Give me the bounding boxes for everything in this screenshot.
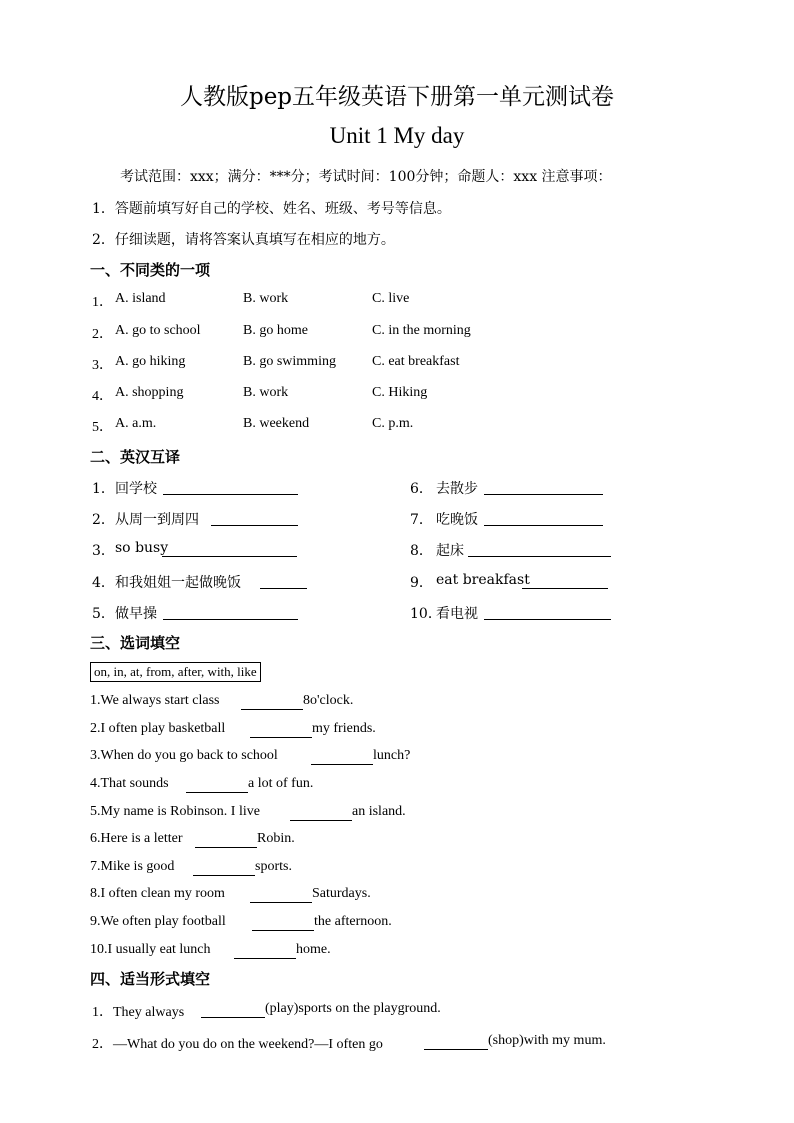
question-number: 8． (410, 543, 433, 559)
answer-blank[interactable] (484, 511, 603, 526)
translate-prompt: 吃晚饭 (436, 512, 478, 528)
translate-prompt: 看电视 (436, 606, 478, 622)
question-number: 2． (92, 327, 113, 342)
sentence-start: 1．They always (92, 1005, 185, 1020)
question-number: 4． (92, 389, 113, 404)
sentence-start: 1.We always start class (90, 693, 220, 708)
sentence-start: 3.When do you go back to school (90, 748, 278, 763)
sentence-start: 7.Mike is good (90, 859, 175, 874)
option-c: C. live (372, 291, 410, 306)
answer-blank[interactable] (234, 944, 296, 959)
answer-blank[interactable] (484, 480, 603, 495)
answer-blank[interactable] (241, 695, 303, 710)
translate-prompt: 做早操 (115, 606, 157, 622)
answer-blank[interactable] (290, 806, 352, 821)
answer-blank[interactable] (260, 574, 307, 589)
answer-blank[interactable] (163, 480, 298, 495)
option-b: B. work (243, 291, 289, 306)
answer-blank[interactable] (193, 861, 255, 876)
sentence-end: 8o'clock. (303, 693, 354, 708)
note-2: 2．仔细读题，请将答案认真填写在相应的地方。 (92, 232, 395, 248)
translate-prompt: 去散步 (436, 481, 478, 497)
sentence-end: a lot of fun. (248, 776, 314, 791)
sentence-start: 5.My name is Robinson. I live (90, 804, 260, 819)
option-a: A. shopping (115, 385, 184, 400)
question-number: 3． (92, 358, 113, 373)
sentence-end: sports. (255, 859, 292, 874)
translate-prompt: so busy (115, 540, 169, 556)
section1-heading: 一、不同类的一项 (90, 261, 211, 279)
sentence-end: an island. (352, 804, 406, 819)
sentence-start: 8.I often clean my room (90, 886, 225, 901)
sentence-end: home. (296, 942, 331, 957)
option-a: A. go hiking (115, 354, 186, 369)
sentence-end: (play)sports on the playground. (265, 1001, 441, 1016)
sentence-start: 10.I usually eat lunch (90, 942, 211, 957)
question-number: 6． (410, 481, 433, 497)
question-number: 7． (410, 512, 433, 528)
page-subtitle: Unit 1 My day (329, 123, 465, 148)
answer-blank[interactable] (195, 833, 257, 848)
exam-info: 考试范围：xxx；满分：***分；考试时间：100分钟；命题人：xxx 注意事项： (120, 169, 612, 185)
question-number: 5． (92, 606, 115, 622)
translate-prompt: 起床 (436, 543, 464, 559)
question-number: 9． (410, 575, 433, 591)
answer-blank[interactable] (163, 605, 298, 620)
sentence-end: lunch? (373, 748, 411, 763)
sentence-end: my friends. (312, 721, 376, 736)
option-a: A. a.m. (115, 416, 157, 431)
question-number: 2． (92, 512, 115, 528)
sentence-end: (shop)with my mum. (488, 1033, 606, 1048)
answer-blank[interactable] (522, 574, 608, 589)
sentence-start: 6.Here is a letter (90, 831, 183, 846)
question-number: 5． (92, 420, 113, 435)
question-number: 10． (410, 606, 442, 622)
option-b: B. work (243, 385, 289, 400)
sentence-end: Saturdays. (312, 886, 371, 901)
question-number: 1． (92, 295, 113, 310)
note-1: 1．答题前填写好自己的学校、姓名、班级、考号等信息。 (92, 201, 451, 217)
option-c: C. eat breakfast (372, 354, 460, 369)
section3-heading: 三、选词填空 (90, 634, 181, 652)
option-c: C. p.m. (372, 416, 414, 431)
question-number: 3． (92, 543, 115, 559)
question-number: 4． (92, 575, 115, 591)
word-bank-box: on, in, at, from, after, with, like (90, 662, 261, 682)
translate-prompt: 回学校 (115, 481, 157, 497)
translate-prompt: 从周一到周四 (115, 512, 199, 528)
section2-heading: 二、英汉互译 (90, 448, 181, 466)
option-a: A. island (115, 291, 166, 306)
sentence-start: 4.That sounds (90, 776, 169, 791)
sentence-end: Robin. (257, 831, 295, 846)
translate-prompt: eat breakfast (436, 572, 530, 588)
option-b: B. go home (243, 323, 308, 338)
answer-blank[interactable] (250, 888, 312, 903)
sentence-start: 9.We often play football (90, 914, 226, 929)
option-a: A. go to school (115, 323, 201, 338)
answer-blank[interactable] (186, 778, 248, 793)
sentence-start: 2．—What do you do on the weekend?—I often go (92, 1037, 383, 1052)
question-number: 1． (92, 481, 115, 497)
answer-blank[interactable] (252, 916, 314, 931)
option-c: C. in the morning (372, 323, 471, 338)
answer-blank[interactable] (201, 1003, 265, 1018)
section4-heading: 四、适当形式填空 (90, 970, 211, 988)
answer-blank[interactable] (311, 750, 373, 765)
answer-blank[interactable] (424, 1035, 488, 1050)
sentence-end: the afternoon. (314, 914, 392, 929)
option-b: B. weekend (243, 416, 310, 431)
answer-blank[interactable] (162, 542, 297, 557)
answer-blank[interactable] (484, 605, 611, 620)
translate-prompt: 和我姐姐一起做晚饭 (115, 575, 241, 591)
answer-blank[interactable] (211, 511, 298, 526)
page-title: 人教版pep五年级英语下册第一单元测试卷 (179, 84, 615, 110)
option-b: B. go swimming (243, 354, 336, 369)
answer-blank[interactable] (468, 542, 611, 557)
option-c: C. Hiking (372, 385, 428, 400)
sentence-start: 2.I often play basketball (90, 721, 226, 736)
answer-blank[interactable] (250, 723, 312, 738)
